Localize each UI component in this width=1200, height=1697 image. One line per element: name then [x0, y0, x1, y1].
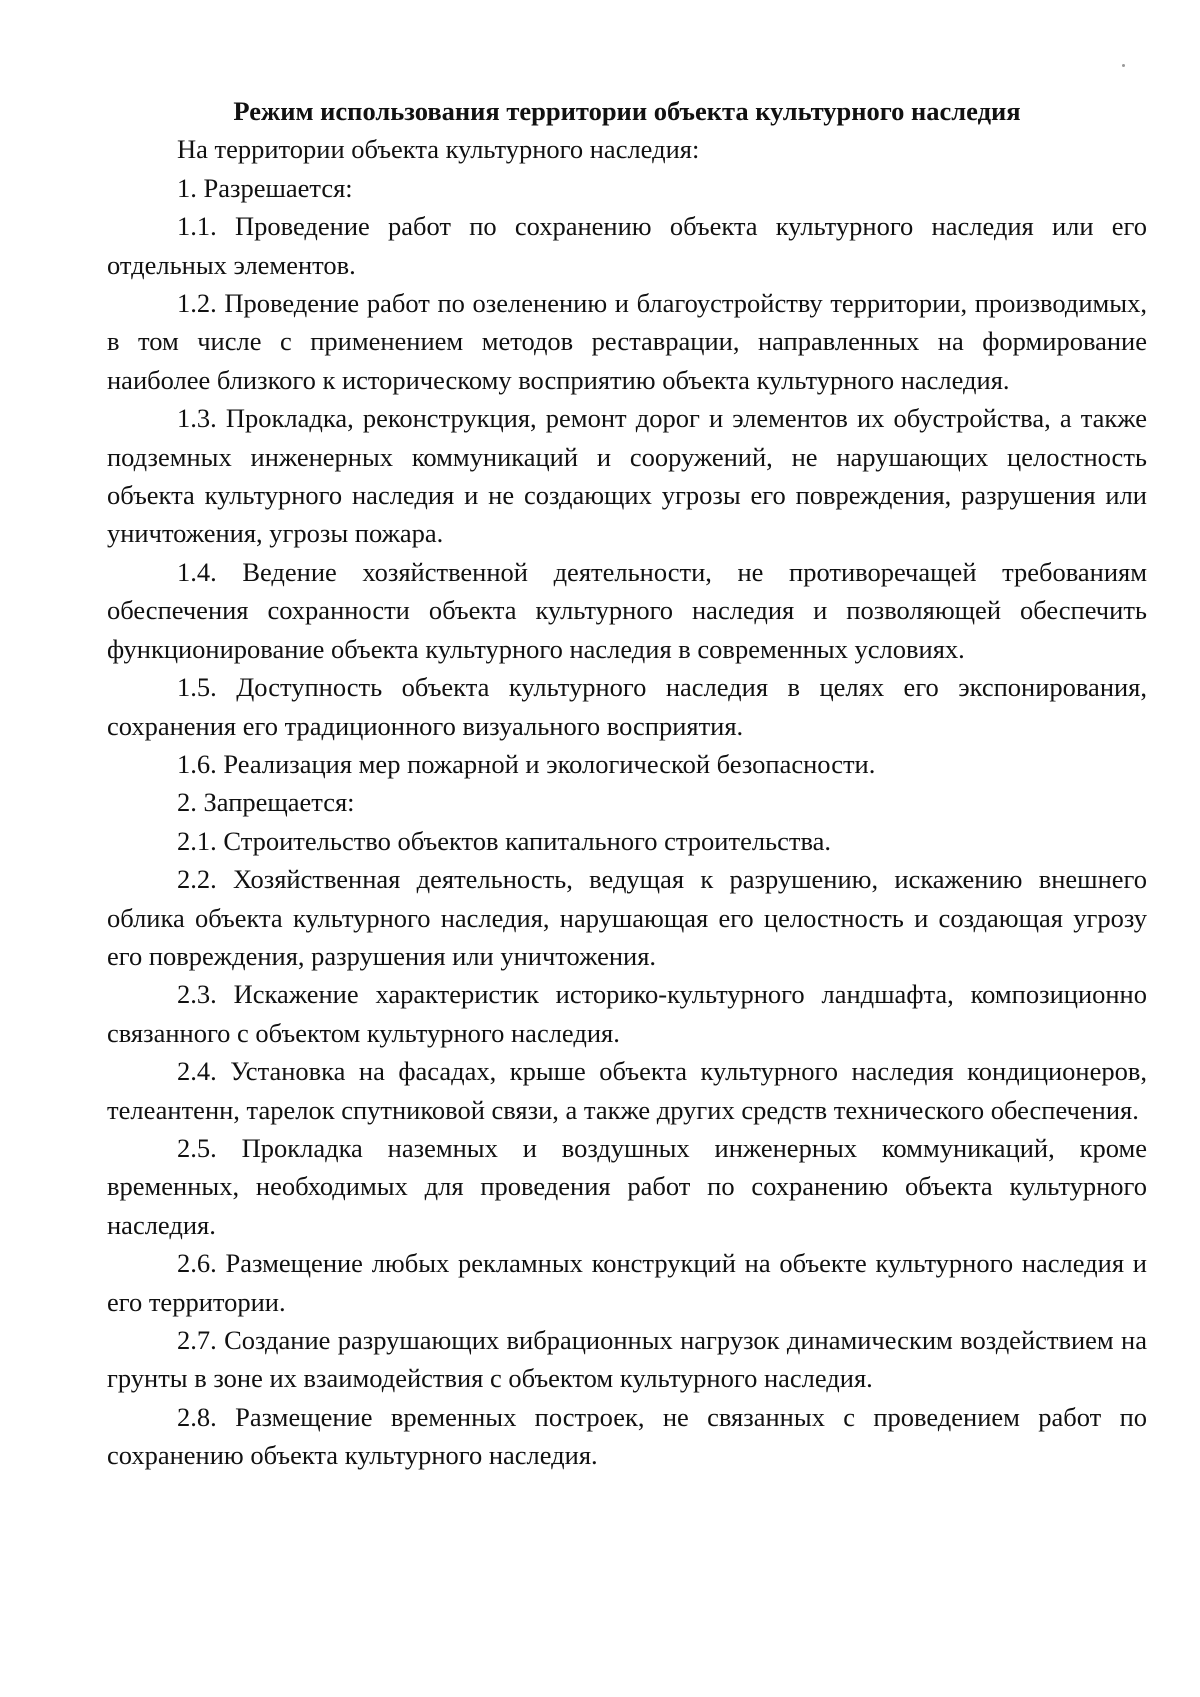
list-item: 2.1. Строительство объектов капитального строительства. [177, 825, 832, 856]
scan-speck [1122, 64, 1125, 67]
permitted-list [107, 207, 1147, 783]
prohibited-list [107, 822, 1147, 1475]
list-item: 2.7. Создание разрушающих вибрационных нагрузок динамическим воздействием на грунты в зоне их взаимодействия с объектом культурного наследия. [107, 1325, 1147, 1394]
list-item: 1.2. Проведение работ по озеленению и благоустройству территории, производимых, в том числе с применением методов реставрации, направленных на формирование наиболее близкого к историческому восприятию объекта культурного наследия. [107, 288, 1147, 395]
list-item: 2.8. Размещение временных построек, не связанных с проведением работ по сохранению объекта культурного наследия. [107, 1401, 1147, 1471]
list-item: 1.6. Реализация мер пожарной и экологической безопасности. [177, 748, 876, 779]
document-title: Режим использования территории объекта культурного наследия [233, 96, 1021, 126]
intro-paragraph: На территории объекта культурного наследия: [177, 134, 700, 165]
list-item: 2.3. Искажение характеристик историко-культурного ландшафта, композиционно связанного с объектом культурного наследия. [107, 979, 1147, 1048]
list-item: 2.5. Прокладка наземных и воздушных инженерных коммуникаций, кроме временных, необходимых для проведения работ по сохранению объекта культурного наследия. [107, 1132, 1147, 1240]
list-item: 2.4. Установка на фасадах, крыше объекта культурного наследия кондиционеров, телеантенн, тарелок спутниковой связи, а также других средств технического обеспечения. [107, 1056, 1147, 1125]
document-body [107, 92, 1147, 1475]
list-item: 1.4. Ведение хозяйственной деятельности, не противоречащей требованиям обеспечения сохранности объекта культурного наследия и позволяющей обеспечить функционирование объекта культурного наследия в современных условиях. [107, 556, 1147, 664]
list-item: 2.6. Размещение любых рекламных конструкций на объекте культурного наследия и его территории. [107, 1248, 1147, 1317]
list-item: 1.3. Прокладка, реконструкция, ремонт дорог и элементов их обустройства, а также подземных инженерных коммуникаций и сооружений, не нарушающих целостность объекта культурного наследия и не создающих угрозы его повреждения, разрушения или уничтожения, угрозы пожара. [107, 403, 1147, 549]
list-item: 1.1. Проведение работ по сохранению объекта культурного наследия или его отдельных элементов. [107, 211, 1147, 280]
section-heading-permitted: 1. Разрешается: [177, 172, 353, 203]
list-item: 1.5. Доступность объекта культурного наследия в целях его экспонирования, сохранения его традиционного визуального восприятия. [107, 672, 1147, 741]
list-item: 2.2. Хозяйственная деятельность, ведущая к разрушению, искажению внешнего облика объекта культурного наследия, нарушающая его целостность и создающая угрозу его повреждения, разрушения или уничтожения. [107, 864, 1147, 971]
section-heading-prohibited: 2. Запрещается: [177, 787, 355, 818]
